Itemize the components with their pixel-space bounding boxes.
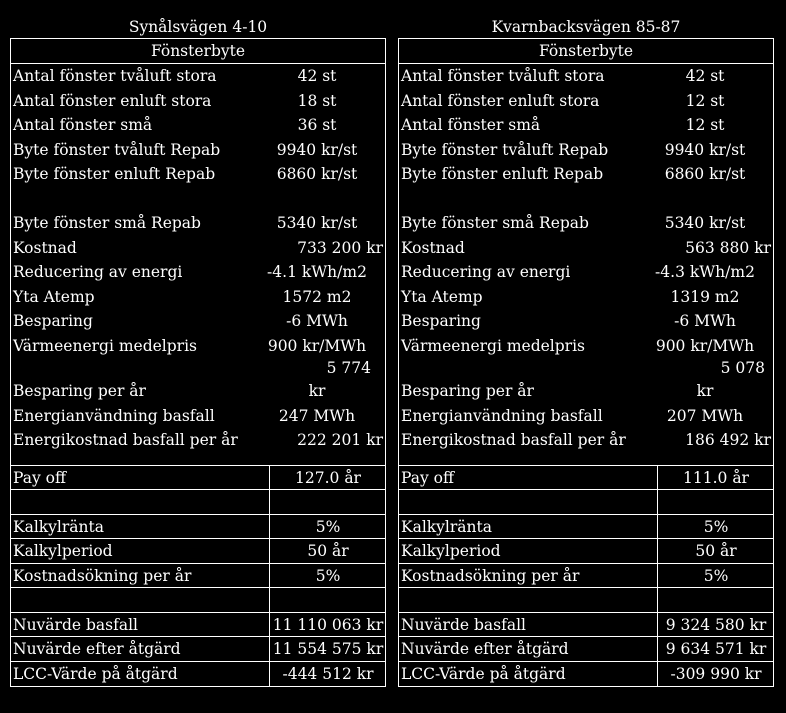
row-label: Byte fönster enluft Repab [401, 165, 604, 183]
right-table-row [399, 404, 773, 429]
row-label: Kostnadsökning per år [401, 566, 580, 585]
right-table-row [399, 162, 773, 187]
left-table-row [11, 187, 385, 212]
row-value: 11 554 575 kr [272, 640, 384, 658]
left-table-row [11, 260, 385, 285]
row-label: Antal fönster små [13, 116, 153, 134]
row-label: Besparing [401, 312, 481, 330]
right-table-row [399, 113, 773, 138]
row-label: Byte fönster små Repab [401, 214, 589, 232]
row-value: -4.3 kWh/m2 [655, 263, 755, 281]
row-value: 1319 m2 [670, 287, 740, 306]
row-value: 207 MWh [666, 406, 744, 425]
left-table-row [11, 334, 385, 359]
row-label: Nuvärde efter åtgärd [13, 640, 181, 658]
row-label: Kalkylperiod [401, 542, 501, 560]
left-table-row [11, 662, 385, 687]
row-value: 9940 kr/st [276, 140, 358, 159]
left-table-row [11, 466, 385, 491]
row-label: Byte fönster små Repab [13, 214, 201, 232]
right-panel [398, 16, 774, 687]
row-value: 5340 kr/st [664, 214, 746, 232]
row-value: -4.1 kWh/m2 [267, 263, 367, 281]
right-table-row [399, 428, 773, 453]
left-table-row [11, 211, 385, 236]
row-value: 5% [703, 517, 729, 536]
left-table-row [11, 564, 385, 589]
right-spacer [399, 453, 773, 465]
left-table-row [11, 539, 385, 564]
left-spacer [11, 453, 385, 465]
row-label: Reducering av energi [401, 263, 571, 281]
row-value: 12 st [685, 116, 725, 134]
row-label: Nuvärde basfall [13, 615, 138, 634]
left-table-row [11, 113, 385, 138]
row-label: Byte fönster tvåluft Repab [13, 140, 221, 159]
row-value: kr [696, 382, 714, 400]
left-panel [10, 16, 386, 687]
left-table-row [11, 138, 385, 163]
row-value: 42 st [685, 67, 725, 85]
row-label: Antal fönster små [401, 116, 541, 134]
right-summary-grid [399, 465, 773, 687]
row-label: Nuvärde efter åtgärd [401, 640, 569, 658]
row-label: Yta Atemp [401, 287, 483, 306]
row-label: Energianvändning basfall [401, 406, 603, 425]
row-label: Värmeenergi medelpris [401, 336, 586, 355]
row-label: Kostnadsökning per år [13, 566, 192, 585]
row-value: 50 år [695, 542, 737, 560]
right-table-row [399, 613, 773, 638]
row-label: LCC-Värde på åtgärd [13, 664, 178, 683]
left-header: Fönsterbyte [11, 39, 385, 64]
row-value: 9940 kr/st [664, 140, 746, 159]
row-label: Antal fönster enluft stora [401, 91, 600, 110]
row-label: Byte fönster tvåluft Repab [401, 140, 609, 159]
row-value: -6 MWh [674, 312, 736, 330]
row-value: 186 492 kr [685, 431, 771, 449]
row-label: Kalkylränta [13, 517, 104, 536]
row-value: 5340 kr/st [276, 214, 358, 232]
right-table-row [399, 138, 773, 163]
right-table-row [399, 211, 773, 236]
right-header: Fönsterbyte [399, 39, 773, 64]
row-value: 9 634 571 kr [665, 640, 767, 658]
row-value: 50 år [307, 542, 349, 560]
row-label: Besparing [13, 312, 93, 330]
left-table-row [11, 309, 385, 334]
left-table-row [11, 379, 385, 404]
row-label: Besparing per år [401, 382, 534, 400]
row-value: 111.0 år [683, 468, 749, 487]
row-value: 127.0 år [295, 468, 361, 487]
row-label: Energikostnad basfall per år [13, 431, 238, 449]
row-label: Pay off [13, 468, 67, 487]
row-value: 6860 kr/st [664, 165, 746, 183]
right-besparing-number-row [399, 358, 773, 379]
row-label: LCC-Värde på åtgärd [401, 664, 566, 683]
row-label: Byte fönster enluft Repab [13, 165, 216, 183]
row-value: 42 st [297, 67, 337, 85]
row-value: 1572 m2 [282, 287, 352, 306]
right-table-row [399, 515, 773, 540]
row-value: 5% [703, 566, 729, 585]
right-table-row [399, 539, 773, 564]
row-value: 5% [315, 517, 341, 536]
row-label: Reducering av energi [13, 263, 183, 281]
left-table-row [11, 89, 385, 114]
row-label: Besparing per år [13, 382, 146, 400]
row-value: 563 880 kr [685, 238, 771, 257]
row-label: Kostnad [401, 238, 465, 257]
row-label: Kalkylränta [401, 517, 492, 536]
left-table [10, 38, 386, 687]
right-table-row [399, 588, 773, 613]
left-table-row [11, 285, 385, 310]
right-table-row [399, 334, 773, 359]
row-label: Energianvändning basfall [13, 406, 215, 425]
row-value: 6860 kr/st [276, 165, 358, 183]
row-value: 222 201 kr [297, 431, 383, 449]
row-value: 11 110 063 kr [272, 615, 384, 634]
right-table-row [399, 260, 773, 285]
row-label: Antal fönster tvåluft stora [401, 67, 605, 85]
left-table-row [11, 404, 385, 429]
row-value: 900 kr/MWh [655, 336, 755, 355]
right-table-row [399, 379, 773, 404]
row-label: Energikostnad basfall per år [401, 431, 626, 449]
left-table-row [11, 236, 385, 261]
right-table-row [399, 285, 773, 310]
left-table-row [11, 162, 385, 187]
right-table-row [399, 466, 773, 491]
left-table-row [11, 637, 385, 662]
left-table-row [11, 64, 385, 89]
right-besparing-number: 5 078 [720, 359, 765, 377]
left-besparing-number: 5 774 [326, 359, 371, 377]
left-table-row [11, 588, 385, 613]
right-table-row [399, 490, 773, 515]
row-value: 36 st [297, 116, 337, 134]
right-table-row [399, 637, 773, 662]
left-table-row [11, 428, 385, 453]
row-value: 900 kr/MWh [267, 336, 367, 355]
right-table-row [399, 662, 773, 687]
right-table-row [399, 187, 773, 212]
row-label: Värmeenergi medelpris [13, 336, 198, 355]
left-summary-grid [11, 465, 385, 687]
right-table-row [399, 89, 773, 114]
row-value: 9 324 580 kr [665, 615, 767, 634]
row-value: 12 st [685, 91, 725, 110]
right-table-row [399, 309, 773, 334]
row-value: 18 st [297, 91, 337, 110]
right-table [398, 38, 774, 687]
left-besparing-number-row [11, 358, 385, 379]
row-label: Pay off [401, 468, 455, 487]
right-table-row [399, 64, 773, 89]
left-table-row [11, 490, 385, 515]
row-value: -309 990 kr [670, 664, 762, 683]
right-table-row [399, 564, 773, 589]
row-label: Yta Atemp [13, 287, 95, 306]
left-table-row [11, 613, 385, 638]
row-label: Kostnad [13, 238, 77, 257]
left-table-row [11, 515, 385, 540]
row-value: 5% [315, 566, 341, 585]
row-value: -6 MWh [286, 312, 348, 330]
row-value: 247 MWh [278, 406, 356, 425]
row-label: Nuvärde basfall [401, 615, 526, 634]
right-title: Kvarnbacksvägen 85-87 [491, 18, 681, 36]
row-label: Antal fönster tvåluft stora [13, 67, 217, 85]
row-label: Kalkylperiod [13, 542, 113, 560]
row-value: 733 200 kr [297, 238, 383, 257]
row-value: kr [308, 382, 326, 400]
left-title: Synålsvägen 4-10 [128, 18, 268, 36]
row-value: -444 512 kr [282, 664, 374, 683]
row-label: Antal fönster enluft stora [13, 91, 212, 110]
right-table-row [399, 236, 773, 261]
